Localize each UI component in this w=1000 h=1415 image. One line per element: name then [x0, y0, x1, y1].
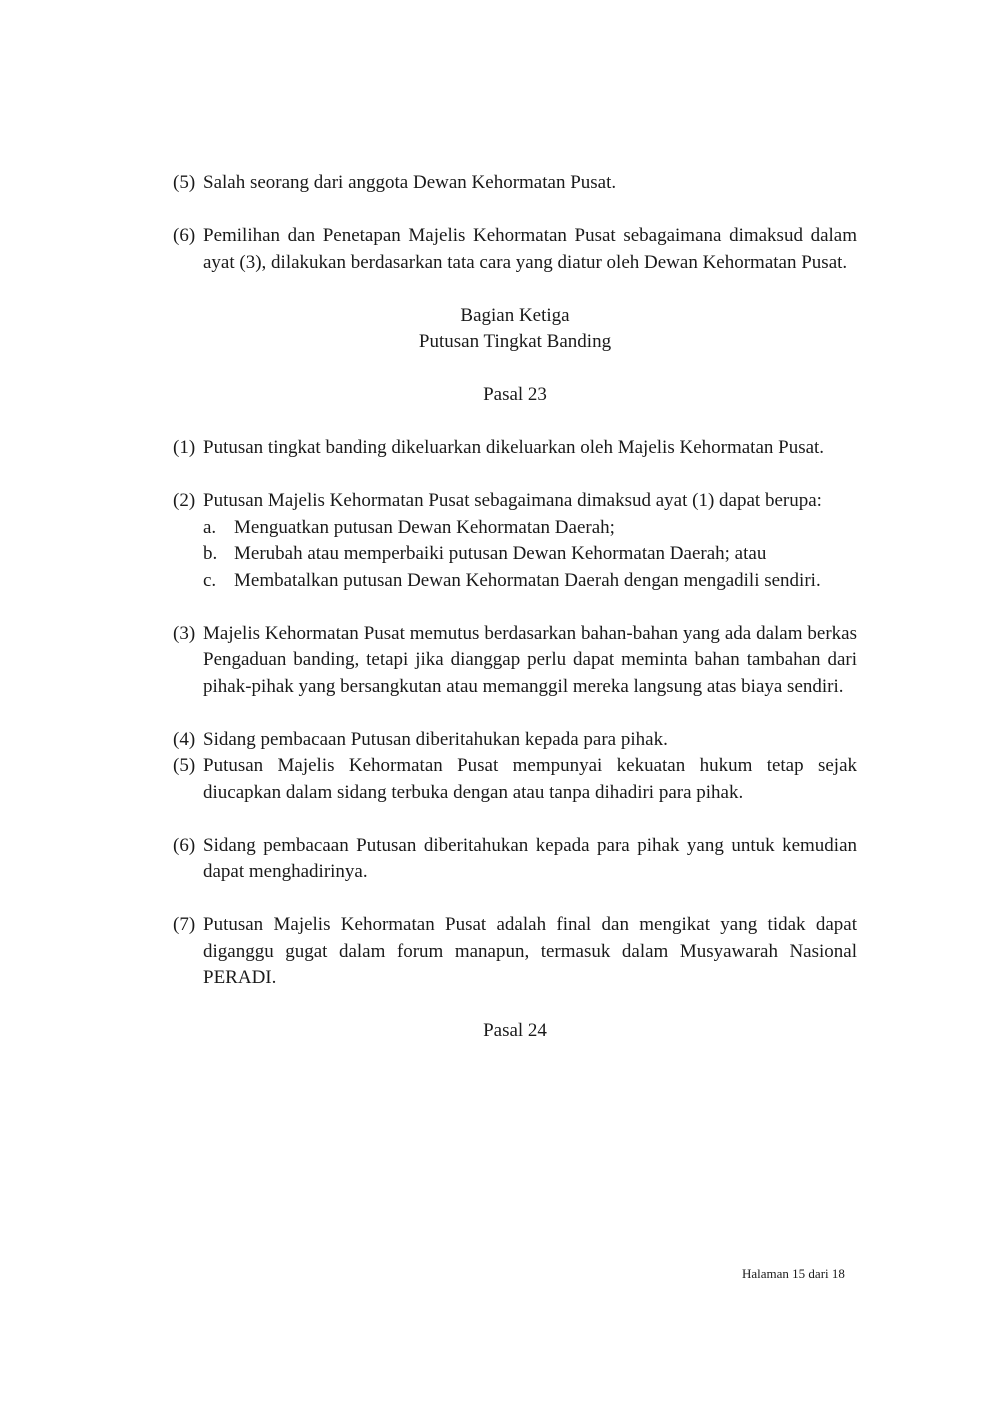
pasal-23-clause-7 — [173, 912, 857, 992]
clause-number: (3) — [173, 622, 196, 644]
part-heading-title: Putusan Tingkat Banding — [418, 331, 612, 352]
pasal-23-clause-2 — [173, 488, 857, 515]
pasal-24-title: Pasal 24 — [483, 1020, 547, 1041]
sub-item-letter: a. — [203, 516, 217, 538]
clause-text: Majelis Kehormatan Pusat memutus berdasarkan bahan-bahan yang ada dalam berkas Pengaduan banding, tetapi jika dianggap perlu dapat meminta bahan tambahan dari pihak-pihak yang bersangkutan atau memanggil mereka langsung atas biaya sendiri. — [203, 622, 857, 697]
clause-number: (2) — [173, 490, 196, 511]
clause-number: (4) — [173, 728, 196, 750]
clause-number: (1) — [173, 437, 196, 458]
clause-5 — [173, 170, 857, 197]
sub-item-text: Membatalkan putusan Dewan Kehormatan Daerah dengan mengadili sendiri. — [234, 569, 821, 591]
pasal-23-title: Pasal 23 — [483, 384, 547, 405]
clause-number: (7) — [173, 914, 196, 935]
sub-item-text: Merubah atau memperbaiki putusan Dewan Kehormatan Daerah; atau — [234, 543, 767, 564]
clause-text: Pemilihan dan Penetapan Majelis Kehormatan Pusat sebagaimana dimaksud dalam ayat (3), dilakukan berdasarkan tata cara yang diatur oleh Dewan Kehormatan Pusat. — [203, 225, 857, 273]
pasal-23-clause-3 — [173, 621, 857, 701]
sub-item-letter: c. — [203, 569, 217, 591]
clause-text: Putusan Majelis Kehormatan Pusat sebagaimana dimaksud ayat (1) dapat berupa: — [203, 490, 822, 511]
page-number: Halaman 15 dari 18 — [742, 1266, 845, 1281]
clause-number: (6) — [173, 225, 196, 246]
clause-text: Putusan Majelis Kehormatan Pusat mempunyai kekuatan hukum tetap sejak diucapkan dalam sidang terbuka dengan atau tanpa dihadiri para pihak. — [203, 755, 857, 803]
pasal-23-clause-1 — [173, 435, 857, 462]
sub-item-c — [203, 568, 857, 595]
part-heading-number: Bagian Ketiga — [460, 304, 570, 326]
clause-number: (5) — [173, 172, 196, 193]
part-heading — [173, 303, 857, 356]
pasal-23-clause-6 — [173, 833, 857, 886]
clause-text: Salah seorang dari anggota Dewan Kehormatan Pusat. — [203, 172, 617, 193]
pasal-23-clause-5 — [173, 753, 857, 806]
clause-number: (5) — [173, 755, 196, 776]
clause-text: Putusan tingkat banding dikeluarkan dikeluarkan oleh Majelis Kehormatan Pusat. — [203, 437, 825, 458]
clause-text: Sidang pembacaan Putusan diberitahukan kepada para pihak yang untuk kemudian dapat menghadirinya. — [203, 834, 857, 882]
clause-text: Sidang pembacaan Putusan diberitahukan kepada para pihak. — [203, 728, 668, 750]
clause-6 — [173, 223, 857, 276]
sub-item-a — [203, 515, 857, 542]
clause-number: (6) — [173, 834, 196, 856]
page-content — [173, 170, 857, 1045]
pasal-23-clause-4 — [173, 727, 857, 754]
clause-text: Putusan Majelis Kehormatan Pusat adalah final dan mengikat yang tidak dapat diganggu gugat dalam forum manapun, termasuk dalam Musyawarah Nasional PERADI. — [203, 914, 857, 988]
sub-item-text: Menguatkan putusan Dewan Kehormatan Daerah; — [234, 516, 615, 538]
sub-item-b — [203, 541, 857, 568]
sub-item-letter: b. — [203, 543, 218, 564]
